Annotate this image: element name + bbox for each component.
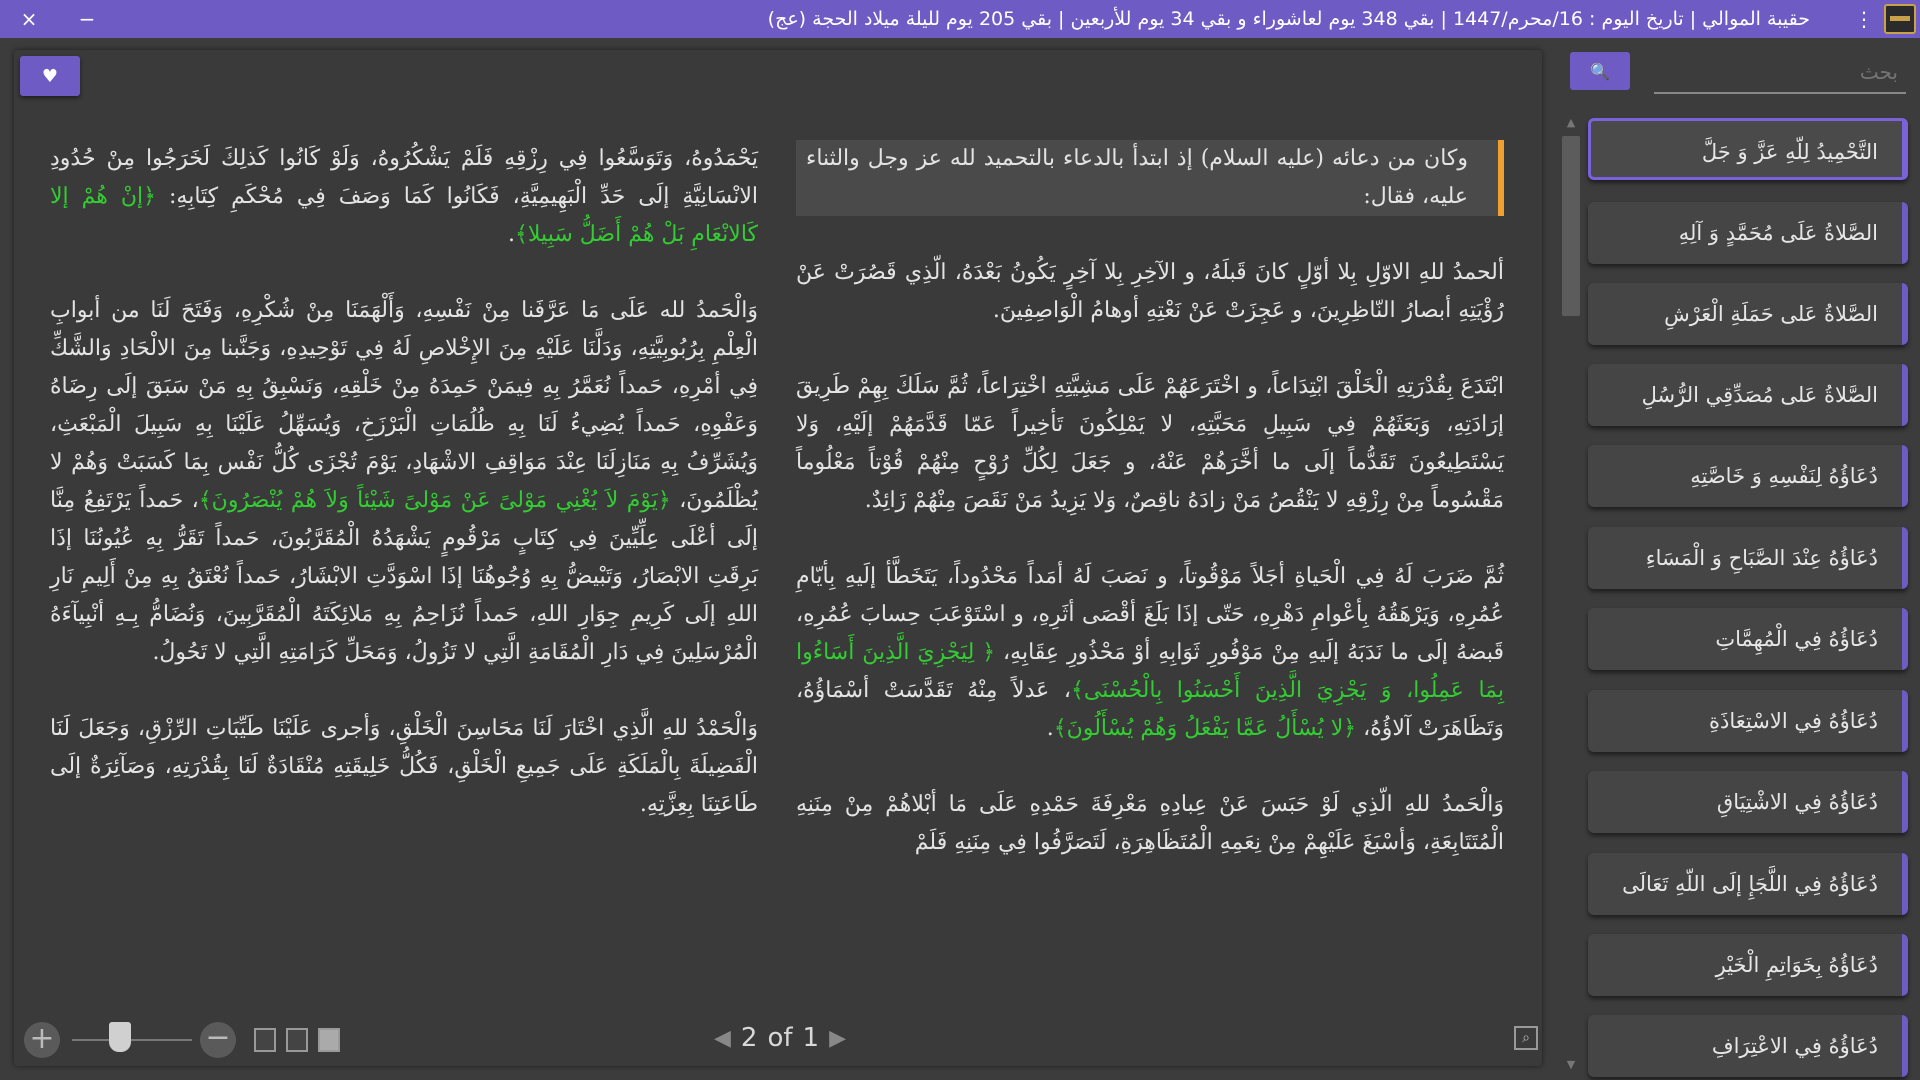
- list-item[interactable]: الصَّلاةُ عَلى حَمَلَةِ الْعَرْشِ: [1588, 283, 1908, 345]
- paragraph-text: وَالْحَمدُ لله عَلَى مَا عَرَّفَنا مِنْ نَفْسِهِ، وَأَلْهَمَنَا مِنْ شُكْرِهِ، وَفَتَحَ لَنَا من أبوابِ الْعِلْمِ بِرُبُوبِيَّتِهِ، وَدَلَّنَا عَلَيْهِ مِنَ الإِخْلاصِ لَهُ فِي تَوْحِيدِهِ، وَجَنَّبنا مِنَ الالْحَادِ وَالشَّكِّ فِي أمْرِهِ، حَمداً نُعَمَّرُ بِهِ فِيمَنْ حَمِدَهُ مِنْ خَلْقِهِ، وَنَسْبِقُ بِهِ مَنْ سَبَقَ إلَى رِضَاهُ وَعَفْوِهِ، حَمداً يُضِيءُ لَنَا بِهِ ظُلُمَاتِ الْبَرْزَخِ، وَيُسَهِّلُ عَلَيْنَا بِهِ سَبِيلَ الْمَبْعَثِ، وَيُشَرِّفُ بِهِ مَنَازِلَنَا عِنْدَ مَوَاقِفِ الاشْهَادِ، يَوْمَ تُجْزَى كُلُّ نَفْس بِمَا كَسَبَتْ وَهُمْ لا يُظْلَمُونَ،: [50, 298, 758, 513]
- scroll-down-icon[interactable]: ▼: [1566, 1058, 1576, 1071]
- list-item[interactable]: دُعَاؤُهُ فِي الْمُهِمَّاتِ: [1588, 608, 1908, 670]
- menu-icon[interactable]: ⋮: [1854, 7, 1874, 31]
- reader-pane: [14, 50, 1542, 1066]
- single-page-view-icon[interactable]: [254, 1028, 276, 1052]
- sidebar-scrollbar[interactable]: [1560, 116, 1582, 1072]
- zoom-out-button[interactable]: −: [200, 1022, 236, 1058]
- page-column-right: [796, 140, 1504, 900]
- page-current: 2: [740, 1023, 758, 1053]
- next-page-icon[interactable]: ▶: [829, 1025, 846, 1051]
- page-navigator: [714, 1020, 846, 1056]
- intro-paragraph: وكان من دعائه (عليه السلام) إذ ابتدأ بالدعاء بالتحميد لله عز وجل والثناء عليه، فقال:: [796, 140, 1504, 216]
- close-icon[interactable]: ×: [20, 7, 38, 31]
- quran-quote: ﴿لا يُسْأَلُ عَمَّا يَفْعَلُ وَهُمْ يُسْأَلُونَ﴾: [1053, 716, 1357, 741]
- list-item[interactable]: دُعَاؤُهُ لِنَفْسِهِ وَ خَاصَّتِهِ: [1588, 445, 1908, 507]
- text-paragraph: وَالْحَمْدُ للهِ الَّذِي اخْتَارَ لَنَا مَحَاسِنَ الْخَلْقِ، وَأجرى عَلَيْنَا طَيِّبَاتِ الرِّزْقِ، وَجَعَلَ لَنَا الْفَضِيلَةَ بِالْمَلَكَةِ عَلَى جَمِيعِ الْخَلْقِ، فَكُلُّ خَلِيقَتِهِ مُنْقَادَةٌ لَنَا بِقُدْرَتِهِ، وَصَآئِرَةٌ إلَى طَاعَتِنَا بِعِزَّتِهِ.: [50, 716, 758, 817]
- title-bar: [0, 0, 1920, 38]
- prev-page-icon[interactable]: ◀: [714, 1025, 731, 1051]
- search-input[interactable]: [1654, 52, 1906, 94]
- zoom-in-button[interactable]: +: [24, 1022, 60, 1058]
- text-paragraph: وَالْحَمدُ للهِ الّذِي لَوْ حَبَسَ عَنْ عِبادِهِ مَعْرِفَةَ حَمْدِهِ عَلَى مَا أبْلاهُمْ مِنْ مِنَنِهِ الْمُتَتَابِعَةِ، وَأسْبَغَ عَلَيْهِمْ مِنْ نِعَمِهِ الْمُتَظَاهِرَةِ، لَتَصَرَّفُوا فِي مِنَنِهِ فَلَمْ: [796, 792, 1504, 855]
- supplication-list: [1584, 116, 1914, 1080]
- list-item[interactable]: الصَّلاةُ عَلى مُصَدِّقِي الرُّسُلِ: [1588, 364, 1908, 426]
- page-of-label: of: [767, 1023, 793, 1053]
- paragraph-text: .: [1046, 716, 1054, 741]
- quran-quote: ﴿ لِيَجْزِيَ الَّذِينَ أَسَاءُوا بِمَا عَمِلُوا، وَ يَجْزِيَ الَّذِينَ أَحْسَنُوا بِالْحُسْنَى﴾: [796, 640, 1504, 703]
- list-item[interactable]: الصَّلاةُ عَلَى مُحَمَّدٍ وَ آلِهِ: [1588, 202, 1908, 264]
- list-item-active[interactable]: التَّحْمِيدُ لِلّهِ عَزَّ وَ جَلَّ: [1588, 118, 1908, 180]
- list-item[interactable]: دُعَاؤُهُ فِي الاشْتِيَاقِ: [1588, 771, 1908, 833]
- page-total: 1: [802, 1023, 820, 1053]
- scroll-thumb[interactable]: [1562, 136, 1580, 316]
- text-paragraph: [796, 558, 1504, 748]
- zoom-slider-track[interactable]: [72, 1039, 192, 1041]
- minimize-icon[interactable]: −: [78, 7, 96, 31]
- list-item[interactable]: دُعَاؤُهُ فِي الاسْتِعَاذَةِ: [1588, 690, 1908, 752]
- quran-quote: ﴿إنْ هُمْ إلا كَالانْعَامِ بَلْ هُمْ أَضَلُّ سَبِيلا﴾: [50, 184, 758, 247]
- page-column-left: [50, 140, 758, 862]
- two-page-view-icon[interactable]: [286, 1028, 308, 1052]
- favorite-button[interactable]: [20, 56, 80, 96]
- text-paragraph: ابْتَدَعَ بِقُدْرَتِهِ الْخَلْقَ ابْتِدَاعاً، و اخْتَرَعَهُمْ عَلَى مَشِيَّتِهِ اخْتِرَاعاً، ثُمَّ سَلَكَ بِهِمْ طَرِيقَ إرَادَتِهِ، وَبَعَثَهُمْ فِي سَبِيلِ مَحَبَّتِهِ، لا يَمْلِكُونَ تَأخِيراً عَمّا قَدَّمَهُمْ إلَيْهِ، وَلا يَسْتَطِيعُونَ تَقَدُّماً إلَى ما أخَّرَهُمْ عَنْهُ، و جَعَلَ لِكُلِّ رُوْحٍ مِنْهُمْ قُوْتاً مَعْلُوماً مَقْسُوماً مِنْ رِزْقِهِ لا يَنْقُصُ مَنْ زادَهُ ناقِصٌ، وَلا يَزِيدُ مَنْ نَقَصَ مِنْهُمْ زَائِدٌ.: [796, 374, 1504, 513]
- scroll-up-icon[interactable]: ▲: [1566, 116, 1576, 129]
- paragraph-text: يَحْمَدُوهُ، وَتَوَسَّعُوا فِي رِزْقِهِ فَلَمْ يَشْكُرُوهُ، وَلَوْ كَانُوا كَذلِكَ لَخَرَجُوا مِنْ حُدُودِ الانْسَانِيَّةِ إلَى حَدِّ الْبَهِيمِيَّةِ، فَكَانُوا كَمَا وَصَفَ فِي مُحْكَمِ كِتَابِهِ:: [50, 146, 758, 209]
- window-title: حقيبة الموالي | تاريخ اليوم : 16/محرم/1447 | بقي 348 يوم لعاشوراء و بقي 34 يوم للأربعين | بقي 205 يوم لليلة ميلاد الحجة (عج): [767, 8, 1810, 30]
- heart-plus-icon: ♥: [41, 65, 59, 87]
- title-bar-right: [1844, 0, 1920, 38]
- list-item[interactable]: دُعَاؤُهُ فِي اللَّجَإِ إلَى اللّهِ تَعَالَى: [1588, 853, 1908, 915]
- list-item[interactable]: دُعَاؤُهُ فِي الاعْتِرَافِ: [1588, 1015, 1908, 1077]
- paragraph-text: ، عَدلاً مِنْهُ تَقَدَّسَتْ أسْمَاؤُهُ، وَتَظَاهَرَتْ آلاؤُهُ،: [796, 678, 1504, 741]
- list-item[interactable]: دُعَاؤُهُ بِخَوَاتِمِ الْخَيْرِ: [1588, 934, 1908, 996]
- paragraph-text: ثُمَّ ضَرَبَ لَهُ فِي الْحَياةِ أجَلاً مَوْقُوتاً، و نَصَبَ لَهُ أمَداً مَحْدُوداً، يَتَخَطَّأ إلَيهِ بِأيّامِ عُمُرِهِ، وَيَرْهَقُهُ بِأعْوامِ دَهْرِهِ، حَتّى إذَا بَلَغَ أقْصَى أثَرِهِ، و اسْتَوْعَبَ حِسابَ عُمُرِهِ، قَبضهُ إلَى ما نَدَبَهُ إلَيهِ مِنْ مَوْفُورِ ثَوَابِهِ أوْ مَحْذُورِ عِقَابِهِ،: [796, 564, 1504, 665]
- app-logo-icon: [1884, 4, 1916, 34]
- search-icon: 🔍: [1590, 61, 1610, 81]
- paragraph-text: ، حَمداً يَرْتَفِعُ مِنَّا إلَى أعْلَى عِلِّيِّينَ فِي كِتَابٍ مَرْقُومٍ يَشْهَدُهُ الْمُقَرَّبُونَ، حَمداً تَقَرُّ بِهِ عُيُونُنَا إذَا بَرِقَتِ الابْصَارُ، وَتَبْيضُّ بِهِ وُجُوهُنَا إذَا اسْوَدَّتِ الابْشَارُ، حَمداً نُعْتَقُ بِهِ مِنْ أَلِيمِ نَارِ اللهِ إلَى كَرِيمِ جِوَارِ اللهِ، حَمداً نُزَاحِمُ بِهِ مَلائِكَتَهُ الْمُقَرَّبِينَ، وَنُضَامُّ بِـهِ أنْبِيآءَهُ الْمُرْسَلِينَ فِي دَارِ الْمُقَامَةِ الَّتِي لا تَزُولُ، وَمَحَلِّ كَرَامَتِهِ الَّتِي لا تَحُولُ.: [50, 488, 758, 665]
- zoom-slider-thumb[interactable]: [109, 1022, 131, 1052]
- list-item[interactable]: دُعَاؤُهُ عِنْدَ الصَّبَاحِ وَ الْمَسَاءِ: [1588, 527, 1908, 589]
- continuous-view-icon[interactable]: [318, 1028, 340, 1052]
- text-paragraph: [50, 140, 758, 254]
- text-paragraph: [50, 292, 758, 672]
- search-button[interactable]: [1570, 52, 1630, 90]
- quran-quote: ﴿يَوْمَ لاَ يُغْنِي مَوْلىً عَنْ مَوْلىً شَيْئاً وَلاَ هُمْ يُنْصَرُونَ﴾: [198, 488, 671, 513]
- paragraph-text: .: [508, 222, 516, 247]
- reader-toolbar: [14, 1010, 1542, 1066]
- text-paragraph: ألحمدُ للهِ الاوّلِ بِلا أوّلٍ كانَ قَبلَهُ، و الآخِرِ بِلا آخِرٍ يَكُونُ بَعْدَهُ، الّذِي قَصُرَتْ عَنْ رُؤْيَتِهِ أبصارُ النّاظِرِينَ، و عَجِزَتْ عَنْ نَعْتِهِ أوهامُ الْوَاصِفِينَ.: [796, 260, 1504, 323]
- find-in-page-icon[interactable]: ⌕: [1514, 1026, 1538, 1050]
